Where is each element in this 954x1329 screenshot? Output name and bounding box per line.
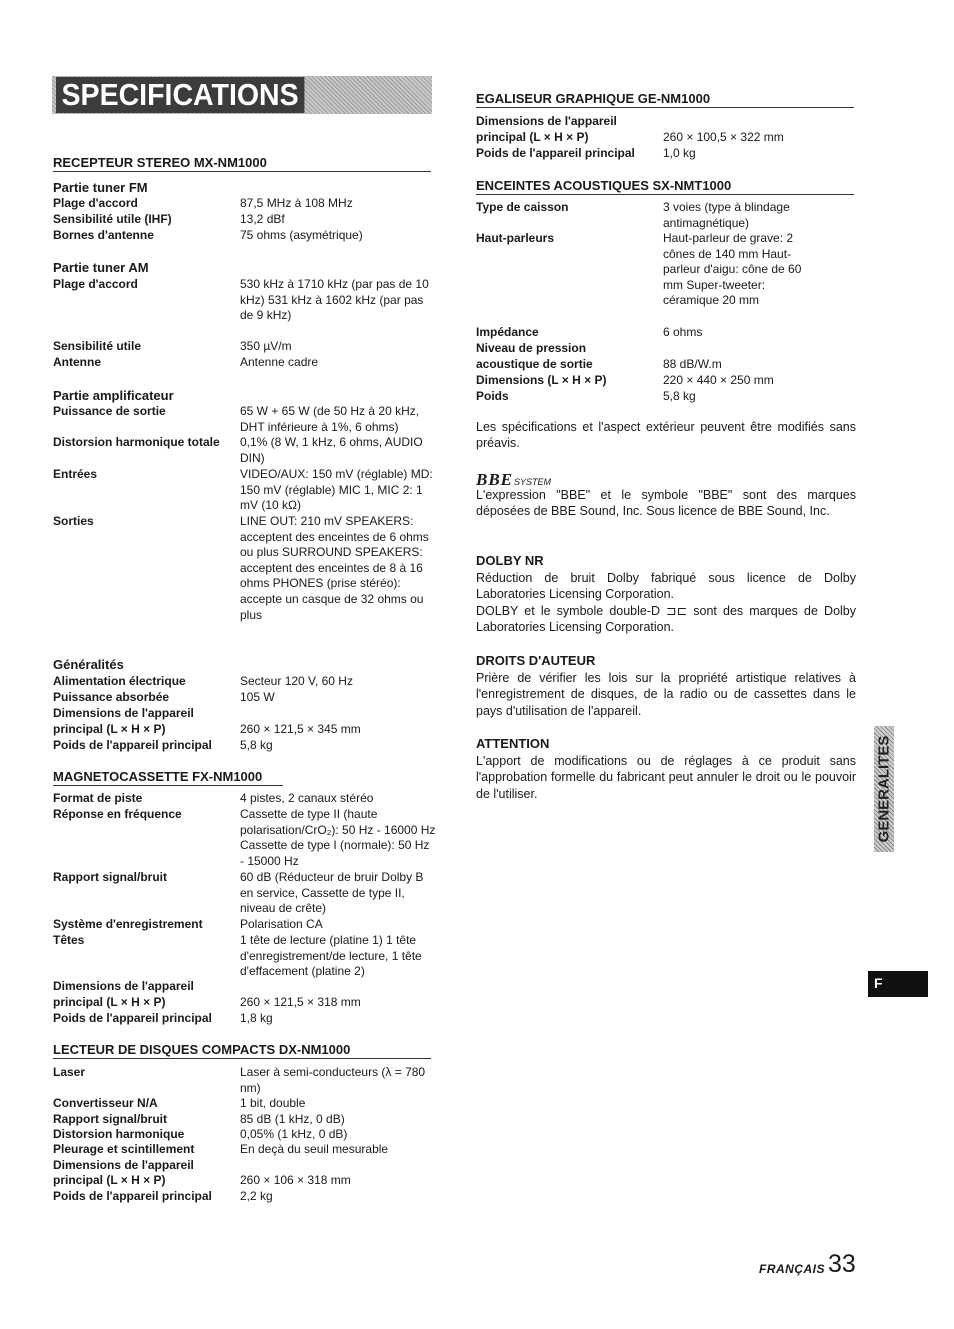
spec-value: 260 × 100,5 × 322 mm [663,130,784,144]
subsection-title-am: Partie tuner AM [53,260,149,275]
spec-label: Sensibilité utile [53,339,142,353]
spec-label: Niveau de pression [476,341,587,355]
spec-value: 85 dB (1 kHz, 0 dB) [240,1112,345,1126]
spec-label: Format de piste [53,791,143,805]
spec-value: Polarisation CA [240,917,323,931]
side-tab-label: GENERALITES [875,735,893,843]
spec-label: Poids de l'appareil principal [53,1189,212,1203]
spec-value: 75 ohms (asymétrique) [240,228,363,242]
spec-value: 1,0 kg [663,146,696,160]
spec-label: Poids [476,389,509,403]
spec-value: 350 µV/m [240,339,292,353]
dolby-title: DOLBY NR [476,553,544,568]
spec-value: 530 kHz à 1710 kHz (par pas de 10 kHz) 531 kHz à 1602 kHz (par pas de 9 kHz) [240,277,429,323]
spec-value: En deçà du seuil mesurable [240,1142,389,1156]
dolby-paragraph-2: DOLBY et le symbole double-D ⊐⊏ sont des marques de Dolby Laboratories Licensing Corporation. [476,604,856,635]
attention-title: ATTENTION [476,736,550,751]
spec-label: Plage d'accord [53,196,138,210]
spec-label: Dimensions de l'appareil [476,114,617,128]
spec-label: Puissance absorbée [53,690,170,704]
spec-label: Dimensions de l'appareil [53,979,194,993]
spec-value: 1 bit, double [240,1096,306,1110]
spec-value: 87,5 MHz à 108 MHz [240,196,353,210]
spec-value: 2,2 kg [240,1189,273,1203]
spec-value: 260 × 121,5 × 318 mm [240,995,361,1009]
section-title-enceintes: ENCEINTES ACOUSTIQUES SX-NMT1000 [476,178,854,195]
spec-value: 5,8 kg [663,389,696,403]
bbe-logo-mark: BBE [476,470,514,489]
specifications-banner [52,76,432,114]
banner-title: SPECIFICATIONS [56,77,304,113]
spec-label: principal (L × H × P) [53,722,166,736]
spec-value: 13,2 dBf [240,212,285,226]
notice-paragraph: Les spécifications et l'aspect extérieur peuvent être modifiés sans préavis. [476,420,856,451]
section-title-magneto: MAGNETOCASSETTE FX-NM1000 [53,769,283,786]
spec-label: Entrées [53,467,98,481]
spec-value: 1 tête de lecture (platine 1) 1 tête d'enregistrement/de lecture, 1 tête d'effacement (platine 2) [240,933,422,979]
spec-value: 3 voies (type à blindage antimagnétique) [663,200,790,230]
spec-label: Rapport signal/bruit [53,1112,167,1126]
spec-value: 1,8 kg [240,1011,273,1025]
spec-label: Système d'enregistrement [53,917,203,931]
language-marker [868,971,928,997]
spec-label: principal (L × H × P) [476,130,589,144]
spec-value: 88 dB/W.m [663,357,722,371]
spec-value: 6 ohms [663,325,703,339]
spec-value: Laser à semi-conducteurs (λ = 780 nm) [240,1065,426,1095]
spec-value: 60 dB (Réducteur de bruir Dolby B en service, Cassette de type II, niveau de crête) [240,870,424,916]
language-marker-label: F [874,975,883,991]
spec-label: Pleurage et scintillement [53,1142,195,1156]
droits-title: DROITS D'AUTEUR [476,653,596,668]
spec-value: 0,05% (1 kHz, 0 dB) [240,1127,348,1141]
spec-value: Haut-parleur de grave: 2 cônes de 140 mm Haut-parleur d'aigu: cône de 60 mm Super-tweeter: céramique 20 mm [663,231,802,308]
spec-label: Réponse en fréquence [53,807,182,821]
spec-label: Poids de l'appareil principal [53,1011,212,1025]
spec-label: principal (L × H × P) [53,995,166,1009]
spec-value: 65 W + 65 W (de 50 Hz à 20 kHz, DHT inférieure à 1%, 6 ohms) [240,404,420,434]
spec-label: Têtes [53,933,85,947]
spec-value: VIDEO/AUX: 150 mV (réglable) MD: 150 mV (réglable) MIC 1, MIC 2: 1 mV (10 kΩ) [240,467,433,513]
spec-value: 4 pistes, 2 canaux stéréo [240,791,374,805]
spec-label: acoustique de sortie [476,357,593,371]
spec-label: Sensibilité utile (IHF) [53,212,172,226]
subsection-title-generalites: Généralités [53,657,124,672]
spec-label: Alimentation électrique [53,674,186,688]
spec-label: Puissance de sortie [53,404,166,418]
section-title-egaliseur: EGALISEUR GRAPHIQUE GE-NM1000 [476,91,854,108]
spec-label: Poids de l'appareil principal [476,146,635,160]
spec-value: 220 × 440 × 250 mm [663,373,774,387]
subsection-title-ampli: Partie amplificateur [53,388,174,403]
side-tab-generalites [874,726,894,852]
spec-value: 0,1% (8 W, 1 kHz, 6 ohms, AUDIO DIN) [240,435,423,465]
spec-label: Haut-parleurs [476,231,555,245]
droits-paragraph: Prière de vérifier les lois sur la propriété artistique relatives à l'enregistrement de disques, de la radio ou de cassettes dans le pays d'utilisation de l'appareil. [476,671,856,718]
section-title-recepteur: RECEPTEUR STEREO MX-NM1000 [53,155,431,172]
spec-value: LINE OUT: 210 mV SPEAKERS: acceptent des enceintes de 6 ohms ou plus SURROUND SPEAKERS: acceptent des enceintes de 8 à 16 ohms PHONES (prise stéréo): accepte un casque de 32 ohms ou plus [240,514,429,622]
spec-label: Dimensions de l'appareil [53,706,194,720]
dolby-paragraph-1: Réduction de bruit Dolby fabriqué sous licence de Dolby Laboratories Licensing Corporation. [476,571,856,602]
spec-label: principal (L × H × P) [53,1173,166,1187]
spec-value: Cassette de type II (haute polarisation/CrO₂): 50 Hz - 16000 Hz Cassette de type I (normale): 50 Hz - 15000 Hz [240,807,436,868]
spec-label: Sorties [53,514,94,528]
spec-label: Dimensions (L × H × P) [476,373,607,387]
spec-label: Poids de l'appareil principal [53,738,212,752]
spec-label: Antenne [53,355,101,369]
spec-label: Impédance [476,325,539,339]
attention-paragraph: L'apport de modifications ou de réglages à ce produit sans l'approbation formelle du fabricant peut annuler le droit ou le pouvoir de l'utiliser. [476,754,856,801]
spec-value: 260 × 106 × 318 mm [240,1173,351,1187]
spec-label: Plage d'accord [53,277,138,291]
spec-label: Rapport signal/bruit [53,870,167,884]
spec-value: Secteur 120 V, 60 Hz [240,674,353,688]
footer-language: FRANÇAIS [759,1262,825,1276]
spec-label: Bornes d'antenne [53,228,154,242]
page-number: 33 [828,1250,856,1278]
spec-label: Distorsion harmonique [53,1127,185,1141]
spec-label: Type de caisson [476,200,569,214]
spec-value: 260 × 121,5 × 345 mm [240,722,361,736]
spec-value: 105 W [240,690,275,704]
section-title-cd: LECTEUR DE DISQUES COMPACTS DX-NM1000 [53,1042,431,1059]
spec-label: Laser [53,1065,86,1079]
spec-label: Convertisseur N/A [53,1096,158,1110]
spec-label: Distorsion harmonique totale [53,435,220,449]
spec-value: 5,8 kg [240,738,273,752]
spec-value: Antenne cadre [240,355,319,369]
bbe-paragraph: L'expression "BBE" et le symbole "BBE" sont des marques déposées de BBE Sound, Inc. Sous licence de BBE Sound, Inc. [476,488,856,519]
bbe-logo-sub: SYSTEM [514,477,552,487]
subsection-title-fm: Partie tuner FM [53,180,148,195]
spec-label: Dimensions de l'appareil [53,1158,194,1172]
